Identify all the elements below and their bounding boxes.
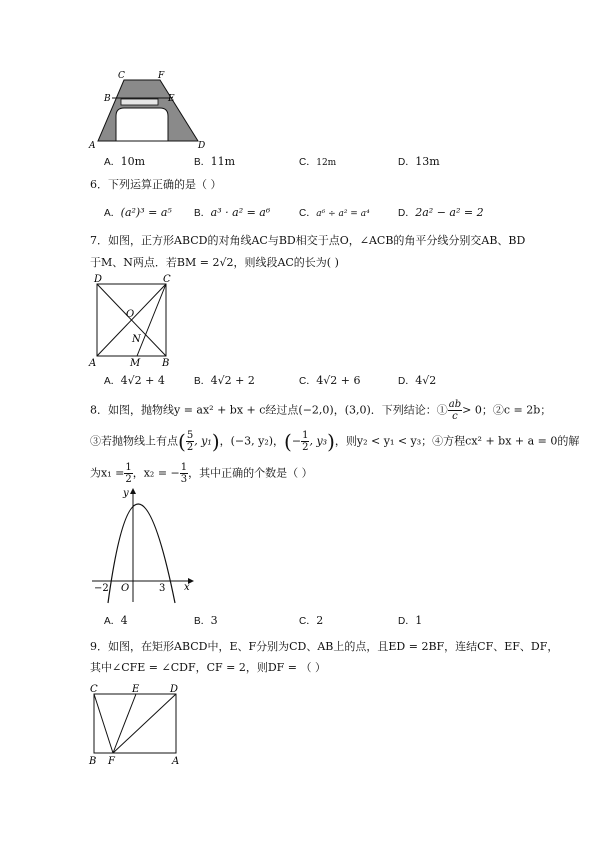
- q5-label-c: C: [118, 71, 125, 81]
- q8-label-y: y: [123, 488, 129, 499]
- q5-arch: [116, 108, 168, 141]
- q8-stem-line2: ③若抛物线上有点( $\frac{5}{2}$ , y₁)，(−3, y₂)，(− $\frac{1}{2}$ , y₃)，则y₂ < y₁ < y₃；④方程cx² + bx + a = 0的解: [90, 429, 580, 454]
- q7-stem-line2: 于M、N两点．若BM = 2√2，则线段AC的长为( ): [90, 256, 339, 269]
- q8-figure: [88, 484, 196, 606]
- q8-stem-line3: 为x₁ = $\frac{1}{2}$ ，x₂ = − $\frac{1}{3}$ ，其中正确的个数是（ ）: [90, 462, 313, 485]
- q7-label-m: M: [130, 358, 141, 368]
- q5-label-d: D: [198, 141, 206, 151]
- q8-stem-line1: 8．如图，抛物线y = ax² + bx + c经过点(−2,0)，(3,0)．下列结论：① $\frac{ab}{c}$ > 0；②c = 2b；: [90, 399, 552, 422]
- q5-option-a: A．10m: [104, 155, 146, 168]
- q7-label-d: D: [94, 274, 103, 285]
- q7-bisector-cm: [137, 284, 166, 356]
- q9-label-c: C: [90, 684, 98, 695]
- q9-figure: [86, 682, 186, 768]
- q8-option-b: B．3: [194, 614, 218, 627]
- q9-line-cf: [94, 694, 113, 753]
- q6-option-c: C．a⁶ ÷ a² = a⁴: [299, 208, 370, 219]
- q6-stem: 6．下列运算正确的是（ ）: [90, 178, 222, 191]
- q8-option-c: C．2: [299, 614, 324, 627]
- q8-option-d: D．1: [398, 614, 423, 627]
- q8-option-a: A．4: [104, 614, 128, 627]
- q6-option-b: B．a³ · a² = a⁶: [194, 206, 271, 219]
- q7-option-d: D．4√2: [398, 374, 437, 387]
- q9-stem-line2: 其中∠CFE = ∠CDF，CF = 2，则DF = （ ）: [90, 661, 327, 674]
- q8-frac-ab-c: $\frac{ab}{c}$: [448, 399, 462, 422]
- q5-option-b: B．11m: [194, 155, 236, 168]
- q9-label-f: F: [108, 756, 115, 767]
- q7-option-b: B．4√2 + 2: [194, 374, 255, 387]
- q5-label-e: E: [168, 94, 175, 104]
- q7-label-b: B: [162, 358, 170, 368]
- q7-stem-line1: 7．如图，正方形ABCD的对角线AC与BD相交于点O，∠ACB的角平分线分别交AB、BD: [90, 234, 526, 247]
- q7-label-o: O: [126, 309, 135, 320]
- q7-label-c: C: [163, 274, 171, 285]
- q9-label-d: D: [170, 684, 179, 695]
- q6-option-d: D．2a² − a² = 2: [398, 206, 484, 219]
- q8-y-arrow: [130, 488, 136, 494]
- q7-figure: [88, 274, 178, 368]
- q5-inner-bar: [121, 99, 158, 105]
- q5-option-c: C．12m: [299, 157, 337, 168]
- q9-line-df: [113, 694, 176, 753]
- q5-label-a: A: [89, 141, 96, 151]
- q9-line-ef: [113, 694, 136, 753]
- q9-label-a: A: [172, 756, 180, 767]
- q9-rectangle: [94, 694, 176, 753]
- q7-option-a: A．4√2 + 4: [104, 374, 165, 387]
- q7-option-c: C．4√2 + 6: [299, 374, 361, 387]
- q7-label-a: A: [89, 358, 97, 368]
- q9-label-e: E: [132, 684, 140, 695]
- q8-label-minus2: −2: [94, 583, 109, 594]
- q8-label-x: x: [184, 582, 190, 593]
- q5-option-d: D．13m: [398, 155, 440, 168]
- q5-figure: [88, 70, 210, 152]
- q5-label-b: B: [104, 94, 111, 104]
- q9-label-b: B: [89, 756, 97, 767]
- q8-label-3: 3: [159, 583, 166, 594]
- q8-label-origin: O: [121, 583, 130, 594]
- q5-label-f: F: [158, 71, 165, 81]
- q6-option-a: A．(a²)³ = a⁵: [104, 206, 172, 219]
- q7-label-n: N: [132, 334, 141, 345]
- q9-stem-line1: 9．如图，在矩形ABCD中，E、F分别为CD、AB上的点，且ED = 2BF，连结CF、EF、DF，: [90, 640, 559, 653]
